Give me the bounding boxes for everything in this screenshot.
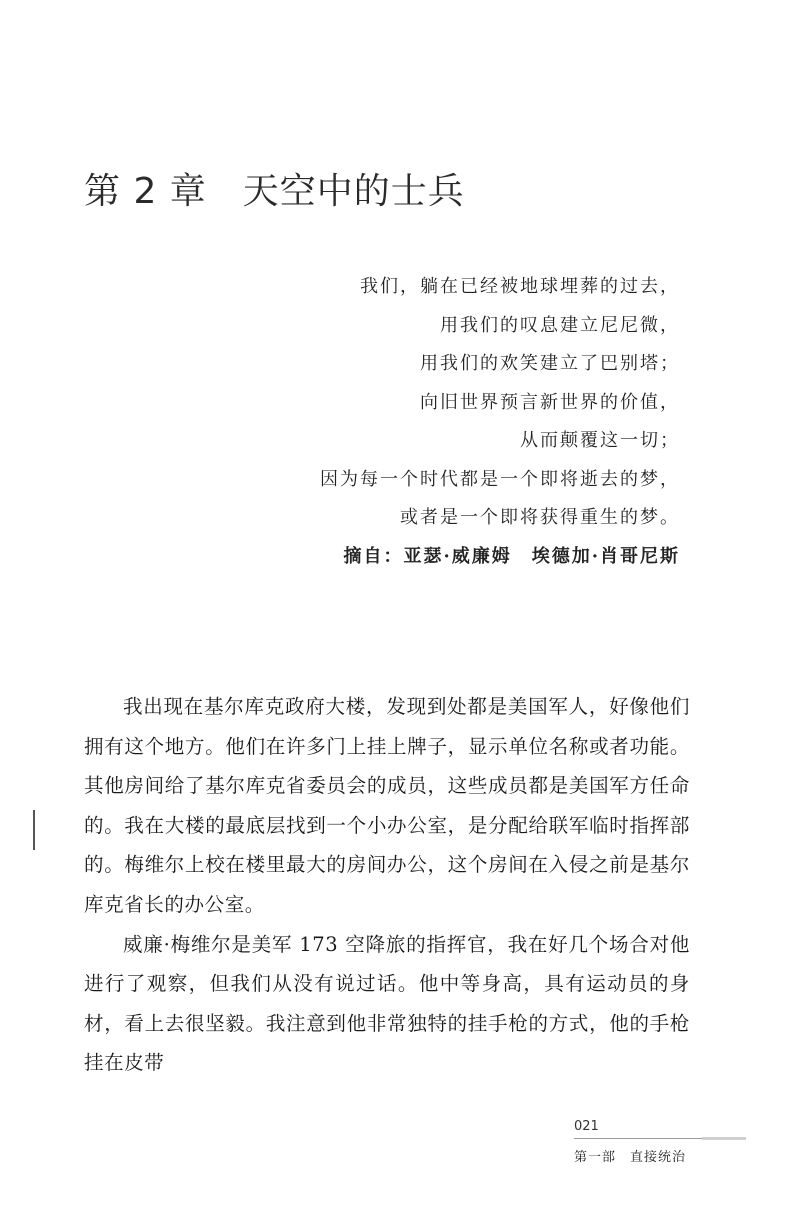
page-number: 021 — [574, 1119, 599, 1134]
body-paragraph: 我出现在基尔库克政府大楼，发现到处都是美国军人，好像他们拥有这个地方。他们在许多门上挂上牌子，显示单位名称或者功能。其他房间给了基尔库克省委员会的成员，这些成员都是美国军方任命的。我在大楼的最底层找到一个小办公室，是分配给联军临时指挥部的。梅维尔上校在楼里最大的房间办公，这个房间在入侵之前是基尔库克省长的办公室。 — [84, 695, 690, 916]
epigraph — [320, 268, 680, 576]
footer-part: 第一部 — [574, 1150, 617, 1165]
epigraph-line: 用我们的叹息建立尼尼微， — [440, 314, 680, 336]
epigraph-line: 向旧世界预言新世界的价值， — [420, 391, 680, 413]
epigraph-source: 摘自：亚瑟·威廉姆 埃德加·肖哥尼斯 — [343, 545, 680, 567]
chapter-number: 第 2 章 — [84, 171, 207, 212]
epigraph-line: 或者是一个即将获得重生的梦。 — [400, 507, 680, 528]
footer-part-title: 直接统治 — [630, 1150, 687, 1165]
epigraph-line: 从而颠覆这一切； — [520, 430, 680, 451]
epigraph-line: 我们，躺在已经被地球埋葬的过去， — [360, 276, 680, 297]
footer-rule-accent — [702, 1137, 746, 1140]
chapter-name: 天空中的士兵 — [242, 171, 465, 212]
running-footer — [574, 1146, 686, 1165]
body-text — [84, 687, 690, 1083]
epigraph-line: 因为每一个时代都是一个即将逝去的梦， — [320, 468, 680, 490]
body-paragraph: 威廉·梅维尔是美军 173 空降旅的指挥官，我在好几个场合对他进行了观察，但我们从没有说过话。他中等身高，具有运动员的身材，看上去很坚毅。我注意到他非常独特的挂手枪的方式，他的手枪挂在皮带 — [84, 932, 690, 1075]
epigraph-line: 用我们的欢笑建立了巴别塔； — [420, 353, 680, 374]
margin-mark — [33, 810, 35, 850]
chapter-title — [84, 163, 465, 214]
